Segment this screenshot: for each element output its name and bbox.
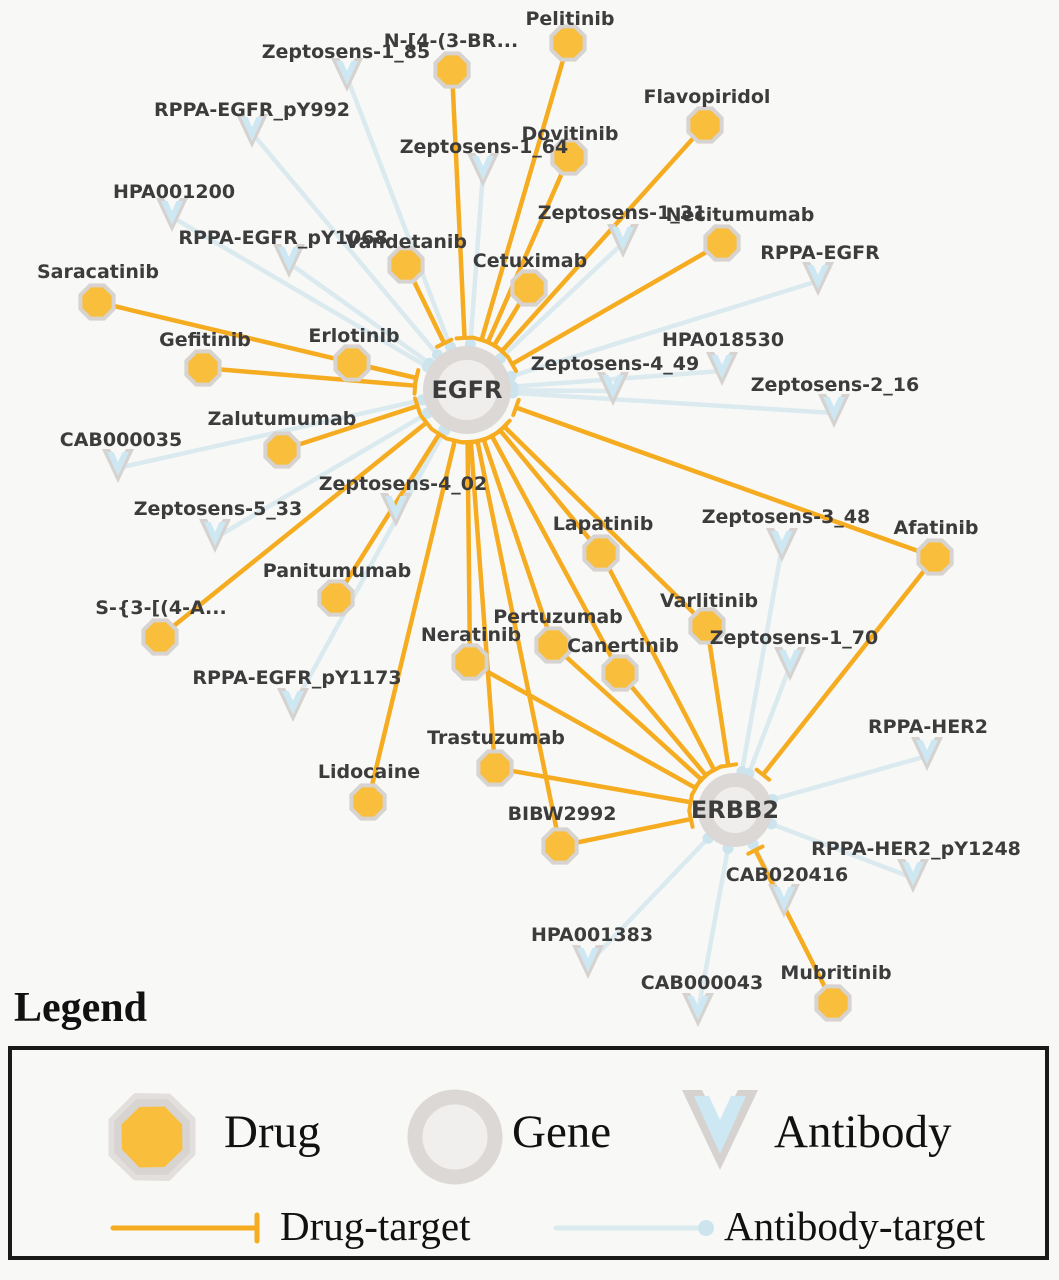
- drug-node: [143, 620, 176, 653]
- antibody-label: RPPA-EGFR_pY992: [153, 99, 351, 121]
- antibody-node: [768, 884, 800, 918]
- drug-label: Pertuzumab: [493, 606, 623, 628]
- drug-target-tee: [457, 338, 473, 339]
- drug-node: [389, 248, 422, 281]
- drug-node: [536, 628, 569, 661]
- antibody-label: Zeptosens-1_85: [261, 41, 431, 63]
- drug-label: BIBW2992: [507, 803, 617, 825]
- drug-label: Erlotinib: [308, 325, 400, 347]
- drug-node: [584, 536, 617, 569]
- drug-node: [319, 581, 352, 614]
- drug-label: Canertinib: [567, 635, 679, 657]
- edge-antibody-target: [749, 666, 790, 774]
- antibody-label: Zeptosens-3_48: [701, 506, 871, 528]
- edge-drug-target: [452, 70, 465, 338]
- drug-label: Cetuximab: [472, 250, 588, 272]
- legend-title: Legend: [14, 985, 148, 1031]
- drug-label: Pelitinib: [525, 8, 615, 30]
- antibody-label: Zeptosens-4_02: [318, 473, 488, 495]
- legend-drug-target-label: Drug-target: [280, 1203, 471, 1249]
- drug-label: Panitumumab: [262, 560, 412, 582]
- gene-node-icon: [400, 1082, 510, 1192]
- antibody-target-edge-icon: [550, 1208, 725, 1248]
- antibody-label: HPA001200: [112, 181, 236, 203]
- antibody-label: RPPA-HER2_pY1248: [811, 838, 1021, 860]
- antibody-label: Zeptosens-1_64: [399, 136, 569, 158]
- drug-node: [816, 986, 849, 1019]
- drug-node: [186, 351, 219, 384]
- legend-gene-label: Gene: [512, 1106, 612, 1158]
- drug-label: Mubritinib: [780, 962, 892, 984]
- drug-label: Saracatinib: [36, 261, 160, 283]
- legend-box: [8, 1046, 1049, 1260]
- drug-node: [453, 645, 486, 678]
- drug-label: Varlitinib: [659, 590, 759, 612]
- antibody-label: HPA018530: [661, 329, 785, 351]
- legend-antibody-label: Antibody: [774, 1106, 952, 1158]
- antibody-label: RPPA-HER2: [867, 716, 989, 738]
- antibody-label: CAB020416: [725, 864, 849, 886]
- drug-label: Afatinib: [893, 517, 979, 539]
- edge-drug-target: [495, 768, 691, 802]
- antibody-label: Zeptosens-1_31: [537, 202, 707, 224]
- antibody-node: [467, 153, 499, 187]
- edge-antibody-target: [773, 756, 927, 799]
- drug-label: N-[4-(3-BR...: [383, 30, 519, 52]
- antibody-label: CAB000043: [640, 972, 764, 994]
- drug-label: Zalutumumab: [207, 408, 357, 430]
- drug-label: Gefitinib: [159, 329, 251, 351]
- drug-node: [543, 829, 576, 862]
- drug-node: [265, 433, 298, 466]
- drug-label: Trastuzumab: [427, 727, 565, 749]
- drug-node-icon: [97, 1082, 207, 1192]
- antibody-node: [802, 262, 834, 296]
- drug-label: Necitumumab: [665, 204, 815, 226]
- drug-node: [918, 540, 951, 573]
- drug-label: S-{3-[(4-A...: [95, 597, 227, 619]
- drug-node: [435, 53, 468, 86]
- drug-target-edge-icon: [107, 1208, 272, 1248]
- drug-target-tee: [415, 370, 419, 386]
- antibody-label: Zeptosens-2_16: [750, 374, 920, 396]
- drug-node: [603, 656, 636, 689]
- antibody-node: [682, 993, 714, 1027]
- gene-label: EGFR: [431, 376, 503, 404]
- antibody-node: [911, 737, 943, 771]
- legend-drug-label: Drug: [224, 1106, 321, 1158]
- drug-label: Dovitinib: [521, 123, 619, 145]
- drug-node: [335, 346, 368, 379]
- antibody-label: RPPA-EGFR_pY1068: [178, 227, 388, 249]
- drug-node: [688, 108, 721, 141]
- legend-antibody-target-label: Antibody-target: [724, 1203, 986, 1249]
- antibody-node-icon: [660, 1074, 780, 1194]
- antibody-node: [199, 519, 231, 553]
- antibody-node: [706, 352, 738, 386]
- drug-node: [705, 226, 738, 259]
- antibody-label: CAB000035: [59, 429, 183, 451]
- antibody-label: RPPA-EGFR_pY1173: [192, 667, 402, 689]
- antibody-node: [766, 528, 798, 562]
- antibody-label: Zeptosens-5_33: [133, 498, 303, 520]
- antibody-node: [277, 688, 309, 722]
- drug-label: Vandetanib: [344, 231, 468, 253]
- antibody-label: Zeptosens-4_49: [530, 353, 700, 375]
- antibody-node: [774, 647, 806, 681]
- drug-node: [478, 751, 511, 784]
- antibody-node: [331, 58, 363, 92]
- drug-label: Lidocaine: [317, 761, 421, 783]
- drug-target-tee: [720, 764, 736, 766]
- antibody-node: [572, 945, 604, 979]
- edge-drug-target: [620, 673, 706, 776]
- drug-label: Neratinib: [420, 624, 522, 646]
- drug-node: [551, 26, 584, 59]
- drug-node: [80, 285, 113, 318]
- drug-label: Lapatinib: [552, 513, 654, 535]
- antibody-label: RPPA-EGFR: [760, 242, 880, 264]
- edge-antibody-target: [513, 390, 613, 391]
- gene-label: ERBB2: [690, 796, 780, 824]
- drug-node: [351, 785, 384, 818]
- antibody-label: Zeptosens-1_70: [709, 627, 879, 649]
- antibody-label: HPA001383: [530, 924, 654, 946]
- drug-node: [512, 271, 545, 304]
- drug-label: Flavopiridol: [643, 86, 771, 108]
- drug-target-tee: [513, 400, 518, 415]
